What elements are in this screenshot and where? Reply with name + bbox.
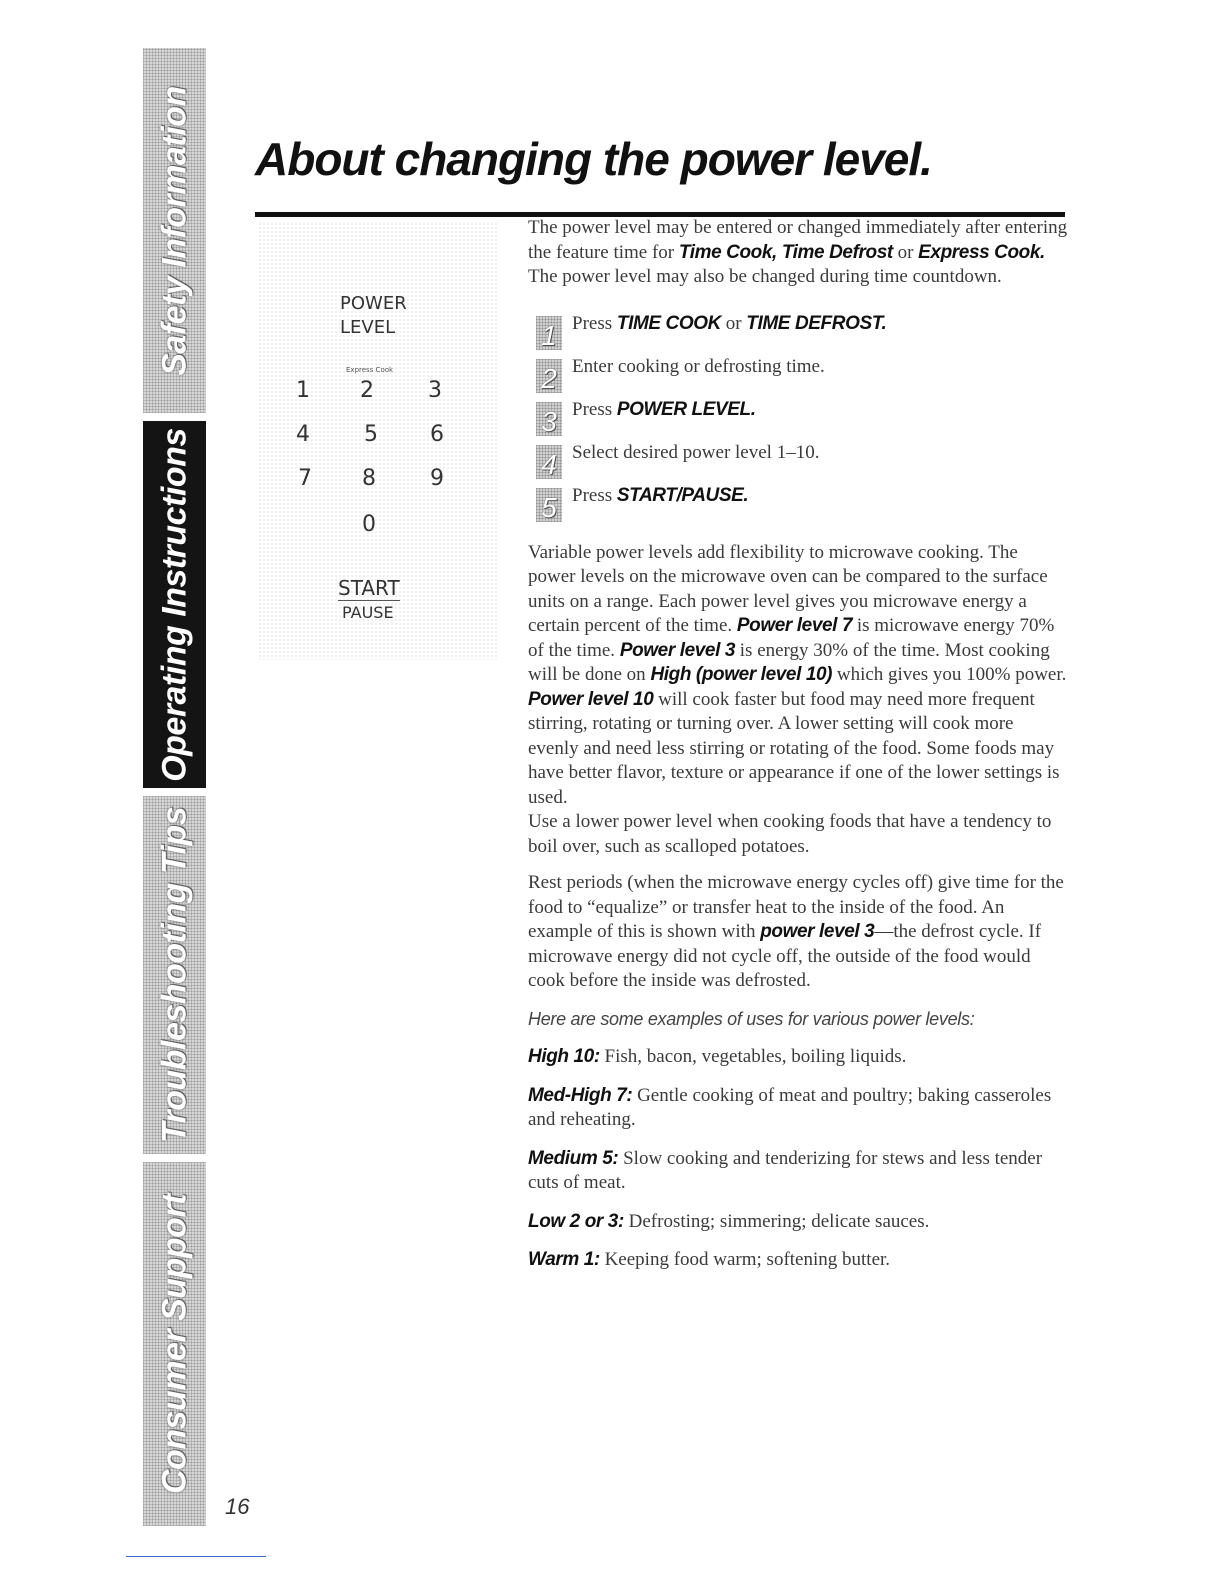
example-item xyxy=(528,1210,1068,1235)
digit-key-4: 4 xyxy=(296,422,310,447)
step-number-badge: 2 xyxy=(536,359,562,393)
para2-text-5: will cook faster but food may need more frequent stirring, rotating or turning over. A lower setting will cook more evenly and need less stirring or rotating of the food. Some foods may have better flavor, texture or appearance if one of the lower settings is used. xyxy=(528,688,1060,808)
example-text: Gentle cooking of meat and poultry; baking casseroles and reheating. xyxy=(528,1084,1052,1130)
step-number-badge: 5 xyxy=(536,488,562,522)
step-number-badge: 3 xyxy=(536,402,562,436)
para2-text-6: Use a lower power level when cooking foods that have a tendency to boil over, such as scalloped potatoes. xyxy=(528,811,1052,857)
start-pause-key xyxy=(338,576,400,625)
tab-label: Consumer Support xyxy=(155,1194,193,1494)
example-item xyxy=(528,1045,1068,1070)
step-number-badge: 4 xyxy=(536,445,562,479)
step-keyword: START/PAUSE. xyxy=(616,484,749,506)
digit-key-0: 0 xyxy=(362,512,376,537)
example-item xyxy=(528,1248,1068,1273)
example-text: Defrosting; simmering; delicate sauces. xyxy=(623,1210,930,1232)
step-text: Select desired power level 1–10. xyxy=(572,441,820,463)
example-item xyxy=(528,1147,1068,1196)
examples-heading: Here are some examples of uses for various power levels: xyxy=(528,1008,975,1029)
step-text-pre: Press xyxy=(572,398,617,420)
para2-keyword-1: Power level 7 xyxy=(736,615,853,636)
tab-consumer-support[interactable] xyxy=(143,1162,206,1526)
step-text-pre: Press xyxy=(572,312,617,334)
para2-text-4: which gives you 100% power. xyxy=(832,664,1067,685)
intro-text-1: The power level may be entered or changed immediately after entering the feature time for xyxy=(528,217,1068,263)
step-text: Enter cooking or defrosting time. xyxy=(572,355,825,377)
tab-label: Troubleshooting Tips xyxy=(155,806,193,1144)
para2-keyword-4: Power level 10 xyxy=(528,688,654,710)
digit-key-5: 5 xyxy=(364,422,378,447)
intro-text-2: or xyxy=(892,241,919,263)
digit-key-2: 2 xyxy=(360,378,374,403)
digit-key-3: 3 xyxy=(428,378,442,403)
step-text xyxy=(572,484,748,509)
body-text xyxy=(528,216,1068,1273)
rest-periods-paragraph xyxy=(528,871,1068,994)
tab-label: Operating Instructions xyxy=(155,427,193,782)
example-label: Med-High 7: xyxy=(528,1084,633,1106)
example-text: Fish, bacon, vegetables, boiling liquids. xyxy=(599,1046,907,1067)
steps-list xyxy=(528,312,1068,527)
example-text: Slow cooking and tenderizing for stews and less tender cuts of meat. xyxy=(528,1147,1043,1193)
digit-key-6: 6 xyxy=(430,422,444,447)
step-keyword-2: TIME DEFROST. xyxy=(746,312,887,334)
power-level-key-line2: LEVEL xyxy=(340,317,396,338)
tab-safety-information[interactable] xyxy=(143,48,206,413)
para3-text-1: Rest periods (when the microwave energy cycles off) give time for the food to “equalize” or transfer heat to the inside of the food. An example of this is shown with xyxy=(528,872,1064,942)
para2-keyword-2: Power level 3 xyxy=(619,639,736,661)
para2-text-1: Variable power levels add flexibility to microwave cooking. The power levels on the microwave oven can be compared to the surface units on a range. Each power level gives you microwave energy a certain percent of the time. xyxy=(528,541,1048,636)
intro-paragraph xyxy=(528,216,1068,290)
power-levels-paragraph xyxy=(528,541,1068,860)
tab-troubleshooting-tips[interactable] xyxy=(143,796,206,1154)
step-text-mid: or xyxy=(720,312,747,334)
step-text xyxy=(572,312,886,337)
step-text-pre: Press xyxy=(572,484,617,506)
step-keyword: POWER LEVEL. xyxy=(616,398,756,420)
step-item xyxy=(528,355,1068,398)
example-item xyxy=(528,1084,1068,1133)
example-text: Keeping food warm; softening butter. xyxy=(599,1249,891,1270)
tab-label: Safety Information xyxy=(155,85,193,376)
section-tabs xyxy=(143,48,206,1526)
start-pause-key-line1: START xyxy=(338,576,400,600)
example-label: Low 2 or 3: xyxy=(528,1210,624,1232)
digit-key-9: 9 xyxy=(430,466,444,491)
step-item xyxy=(528,484,1068,527)
intro-keyword-2: Express Cook. xyxy=(918,241,1045,263)
example-label: Medium 5: xyxy=(528,1147,619,1169)
page-number: 16 xyxy=(225,1494,250,1519)
start-pause-key-line2: PAUSE xyxy=(342,603,394,622)
para2-text-3: is energy 30% of the time. Most cooking will be done on xyxy=(528,639,1050,685)
intro-keyword-1: Time Cook, Time Defrost xyxy=(678,241,893,263)
footer-rule xyxy=(126,1556,266,1557)
example-label: Warm 1: xyxy=(528,1249,600,1270)
step-keyword: TIME COOK xyxy=(616,312,721,334)
keypad-illustration xyxy=(258,222,498,660)
power-level-key-line1: POWER xyxy=(340,293,407,314)
power-level-key xyxy=(340,292,407,340)
digit-key-8: 8 xyxy=(362,466,376,491)
tab-operating-instructions[interactable] xyxy=(143,421,206,788)
express-cook-label: Express Cook xyxy=(346,366,394,374)
step-item xyxy=(528,441,1068,484)
step-text xyxy=(572,398,756,423)
digit-key-7: 7 xyxy=(298,466,312,491)
para2-text-2: is microwave energy 70% of the time. xyxy=(528,615,1055,661)
step-item xyxy=(528,312,1068,355)
para2-keyword-3: High (power level 10) xyxy=(650,664,833,685)
para3-keyword-1: power level 3 xyxy=(760,921,875,942)
step-number-badge: 1 xyxy=(536,316,562,350)
digit-key-1: 1 xyxy=(296,378,310,403)
para3-text-2: —the defrost cycle. If microwave energy did not cycle off, the outside of the food would cook before the inside was defrosted. xyxy=(528,921,1042,991)
example-label: High 10: xyxy=(528,1046,600,1067)
page-title: About changing the power level. xyxy=(255,133,932,185)
step-item xyxy=(528,398,1068,441)
intro-text-3: The power level may also be changed during time countdown. xyxy=(528,266,1002,287)
